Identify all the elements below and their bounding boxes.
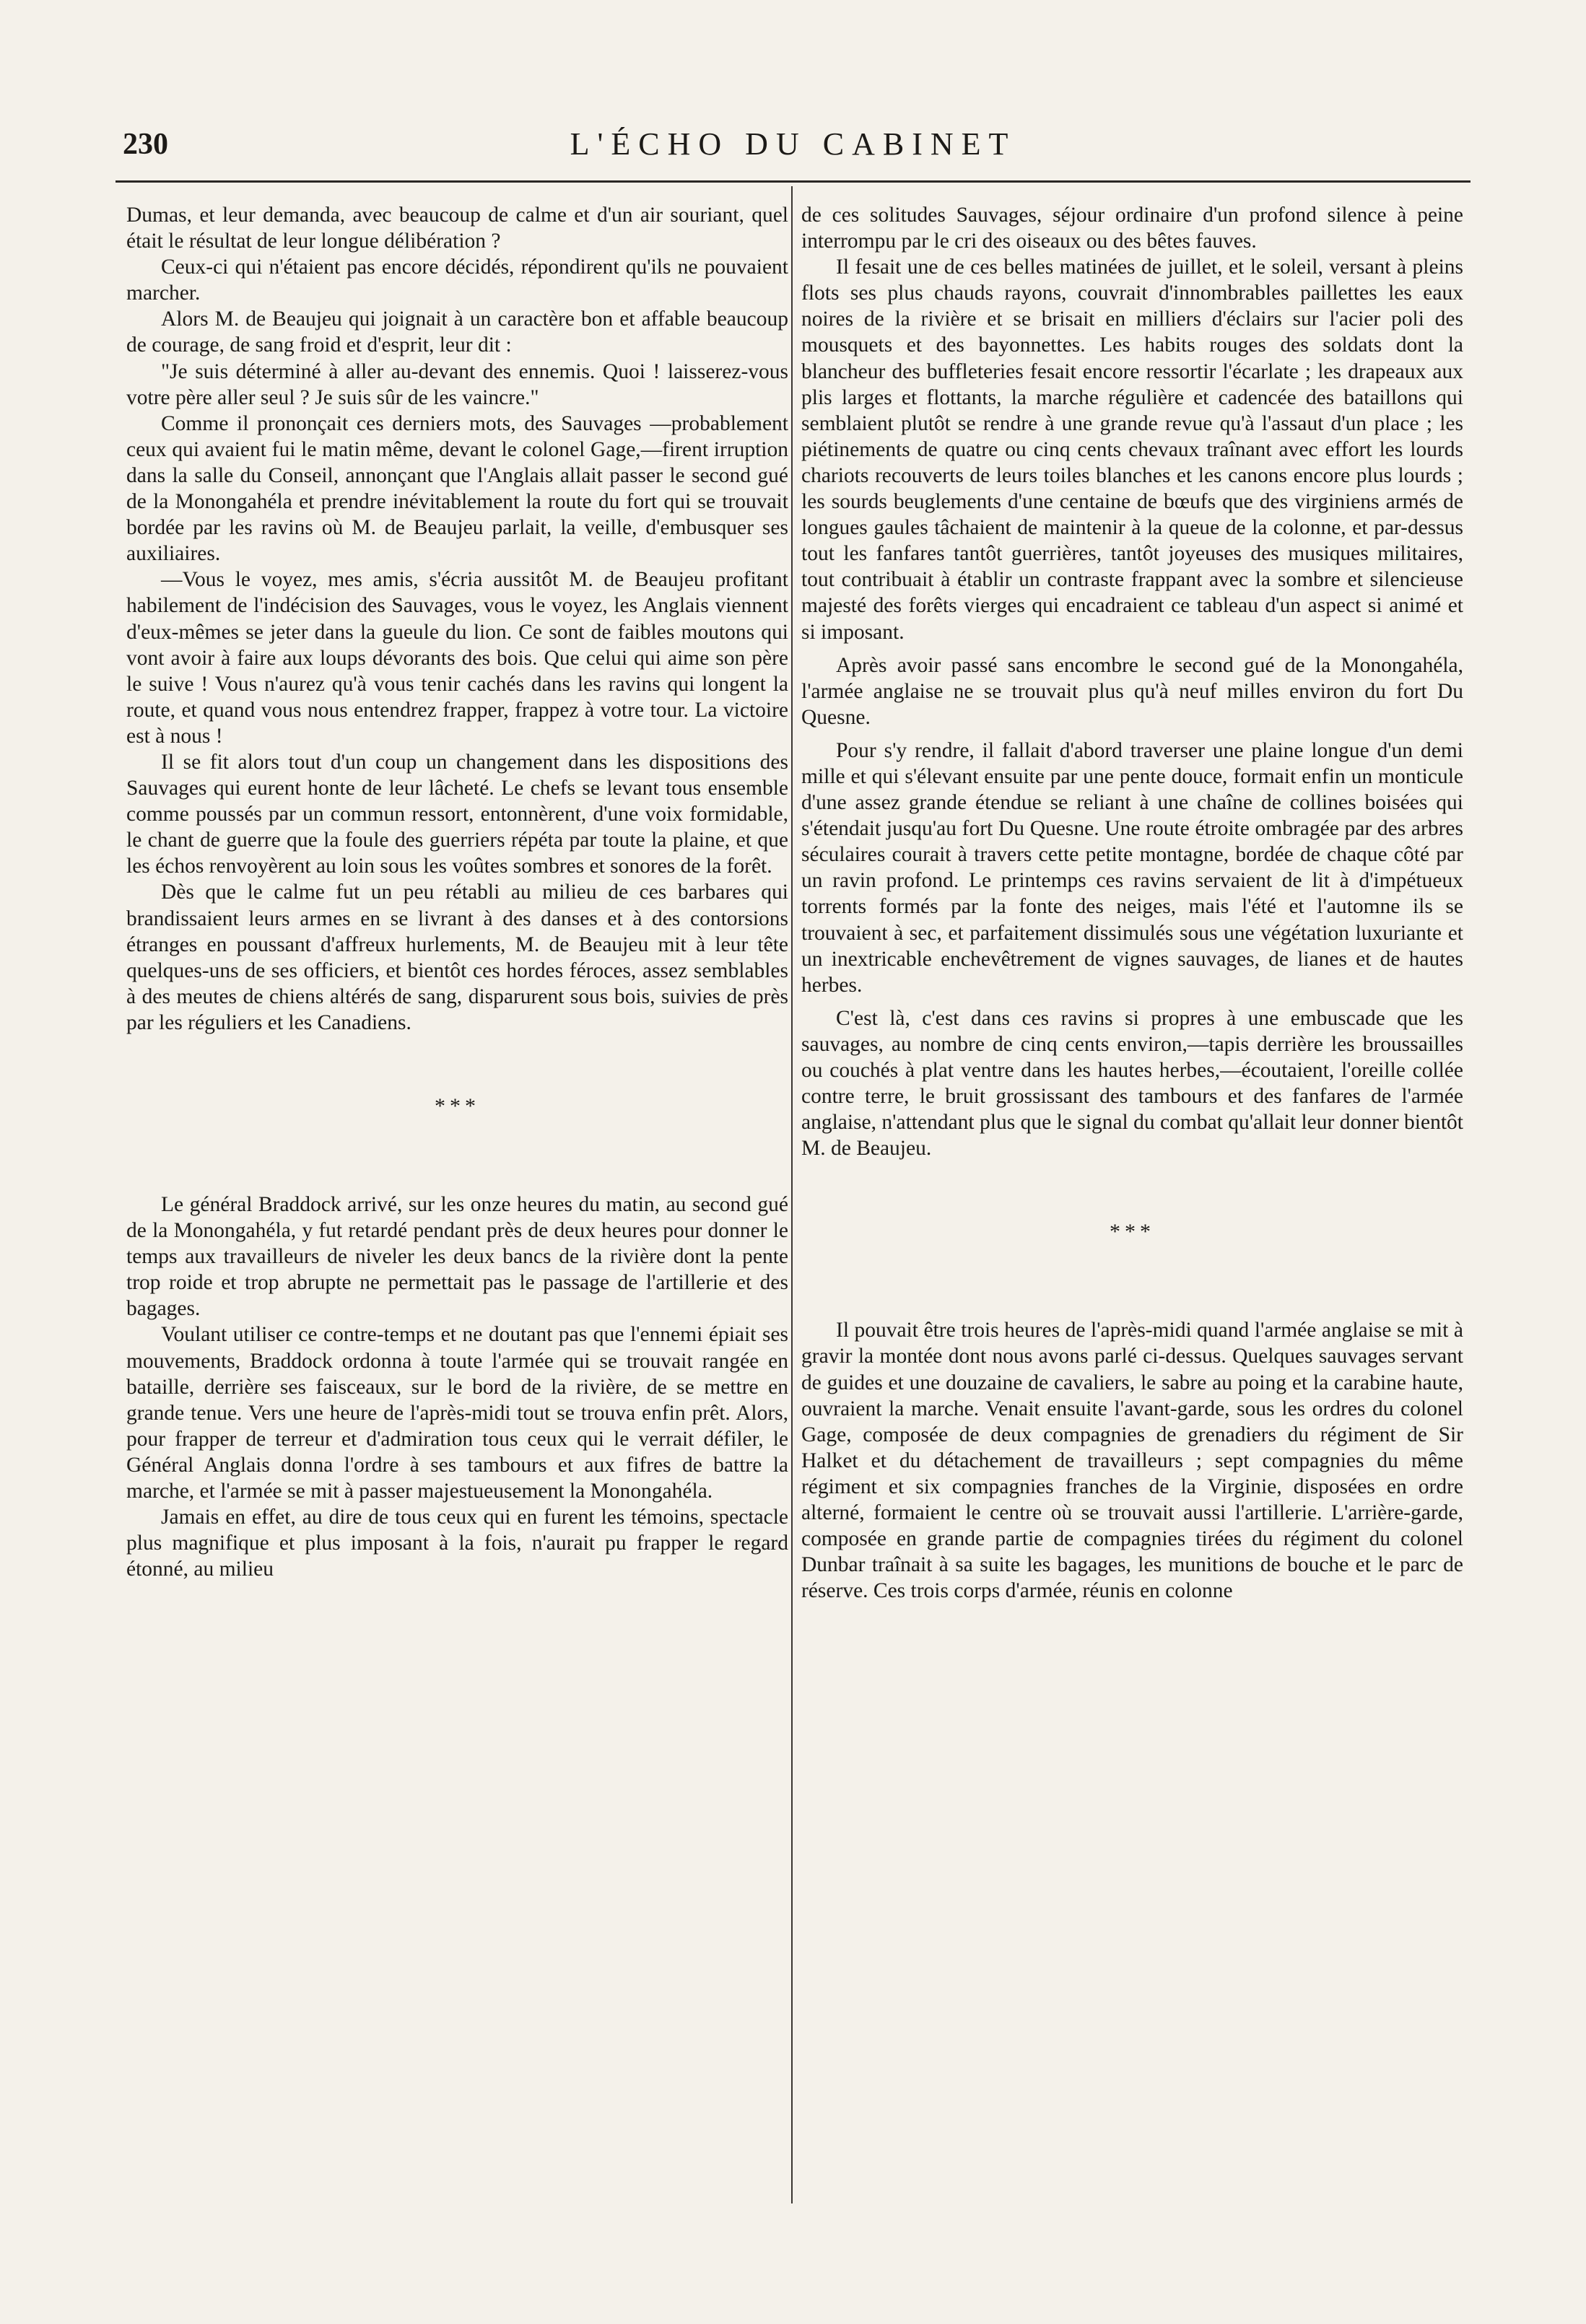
column-divider: [791, 186, 793, 2203]
paragraph: de ces solitudes Sauvages, séjour ordinaire d'un profond silence à peine interrompu par le cri des oiseaux ou des bêtes fauves.: [801, 204, 1463, 253]
paragraph: Il pouvait être trois heures de l'après-midi quand l'armée anglaise se mit à gravir la montée dont nous avons parlé ci-dessus. Quelques sauvages servant de guides et une douzaine de cavaliers, le sabre au poing et la carabine haute, ouvraient la marche. Venait ensuite l'avant-garde, sous les ordres du colonel Gage, composée de deux compagnies de grenadiers du régiment de Sir Halket et du détachement de travailleurs ; sept compagnies du même régiment et six compagnies franches de la Virginie, disposées en ordre alterné, formaient le centre où se trouvait aussi l'artillerie. L'arrière-garde, composée en grande partie de compagnies tirées du régiment du colonel Dunbar traînait à sa suite les bagages, les munitions de bouche et le parc de réserve. Ces trois corps d'armée, réunis en colonne: [801, 1319, 1463, 1603]
left-column: [126, 202, 788, 2201]
paragraph: "Je suis déterminé à aller au-devant des ennemis. Quoi ! laisserez-vous votre père aller seul ? Je suis sûr de les vaincre.": [126, 359, 788, 409]
paragraph: Il se fit alors tout d'un coup un changement dans les dispositions des Sauvages qui eurent honte de leur lâcheté. Le chefs se levant tous ensemble comme poussés par un commun ressort, entonnèrent, d'une voix formidable, le chant de guerre que la foule des guerriers répéta par toute la plaine, et que les échos renvoyèrent au loin sous les voûtes sombres et sonores de la forêt.: [126, 750, 788, 878]
running-title: L'ÉCHO DU CABINET: [570, 126, 1016, 162]
paragraph: Après avoir passé sans encombre le second gué de la Monongahéla, l'armée anglaise ne se trouvait plus qu'à neuf milles environ du fort Du Quesne.: [801, 653, 1463, 729]
paragraph: Voulant utiliser ce contre-temps et ne doutant pas que l'ennemi épiait ses mouvements, Braddock ordonna à toute l'armée qui se trouvait rangée en bataille, derrière ses faisceaux, sur le bord de la rivière, de se mettre en grande tenue. Vers une heure de l'après-midi tout se trouva enfin prêt. Alors, pour frapper de terreur et d'admiration tous ceux qui le verrait défiler, le Général Anglais donna l'ordre à ses tambours et aux fifres de battre la marche, et l'armée se mit à passer majestueusement la Monongahéla.: [126, 1323, 788, 1503]
paragraph: Comme il prononçait ces derniers mots, des Sauvages —probablement ceux qui avaient fui le matin même, devant le colonel Gage,—firent irruption dans la salle du Conseil, annonçant que l'Anglais allait passer le second gué de la Monongahéla et prendre inévitablement la route du fort qui se trouvait bordée par les ravins où M. de Beaujeu parlait, la veille, d'embusquer ses auxiliaires.: [126, 411, 788, 566]
paragraph: Jamais en effet, au dire de tous ceux qui en furent les témoins, spectacle plus magnifique et plus imposant à la fois, n'aurait pu frapper le regard étonné, au milieu: [126, 1506, 788, 1581]
paragraph: Dumas, et leur demanda, avec beaucoup de calme et d'un air souriant, quel était le résultat de leur longue délibération ?: [126, 204, 788, 253]
header-rule: [116, 180, 1470, 183]
page-header: [116, 121, 1470, 167]
paragraph: C'est là, c'est dans ces ravins si propres à une embuscade que les sauvages, au nombre de cinq cents environ,—tapis derrière les broussailles ou couchés à plat ventre dans les hautes herbes,—écoutaient, l'oreille collée contre terre, le bruit grossissant des tambours et des fanfares de l'armée anglaise, n'attendant plus que le signal du combat qu'allait leur donner bientôt M. de Beaujeu.: [801, 1006, 1463, 1161]
paragraph: Alors M. de Beaujeu qui joignait à un caractère bon et affable beaucoup de courage, de sang froid et d'esprit, leur dit :: [126, 307, 788, 357]
paragraph: —Vous le voyez, mes amis, s'écria aussitôt M. de Beaujeu profitant habilement de l'indécision des Sauvages, vous le voyez, les Anglais viennent d'eux-mêmes se jeter dans la gueule du lion. Ce sont de faibles moutons qui vont avoir à faire aux loups dévorants des bois. Que celui qui aime son père le suive ! Vous n'aurez qu'à vous tenir cachés dans les ravins qui longent la route, et quand vous nous entendrez frapper, frappez à votre tour. La victoire est à nous !: [126, 568, 788, 748]
paragraph: Ceux-ci qui n'étaient pas encore décidés, répondirent qu'ils ne pouvaient marcher.: [126, 255, 788, 305]
right-column: [801, 202, 1463, 2201]
paragraph: Le général Braddock arrivé, sur les onze heures du matin, au second gué de la Monongahéla, y fut retardé pendant près de deux heures pour donner le temps aux travailleurs de niveler les deux bancs de la rivière dont la pente trop roide et trop abrupte ne permettait pas le passage de l'artillerie et des bagages.: [126, 1193, 788, 1321]
paragraph: Il fesait une de ces belles matinées de juillet, et le soleil, versant à pleins flots ses plus chauds rayons, couvrait d'innombrables paillettes les eaux noires de la rivière et se brisait en milliers d'éclairs sur l'acier poli des mousquets et des bayonnettes. Les habits rouges des soldats dont la blancheur des buffleteries fesait encore ressortir l'écarlate ; les drapeaux aux plis larges et flottants, la marche régulière et cadencée des bataillons qui semblaient plutôt se rendre à une grande revue qu'à l'assaut d'un place ; les piétinements de quatre ou cinq cents chevaux traînant avec effort les lourds chariots recouverts de leurs toiles blanches et les canons encore plus lourds ; les sourds beuglements d'une centaine de bœufs que des virginiens armés de longues gaules tâchaient de maintenir à la queue de la colonne, et par-dessus tout les fanfares tantôt guerrières, tantôt joyeuses des musiques militaires, tout contribuait à établir un contraste frappant avec la sombre et silencieuse majesté des forêts vierges qui encadraient ce tableau d'un aspect si animé et si imposant.: [801, 255, 1463, 644]
section-separator: ***: [1110, 1220, 1155, 1244]
paragraph: Pour s'y rendre, il fallait d'abord traverser une plaine longue d'un demi mille et qui s'élevant ensuite par une pente douce, formait enfin un monticule d'une assez grande étendue se reliant à une chaîne de collines boisées qui s'étendait jusqu'au fort Du Quesne. Une route étroite ombragée par des arbres séculaires courait à travers cette petite montagne, bordée de chaque côté par un ravin profond. Le printemps ces ravins servaient de lit à d'impétueux torrents formés par la fonte des neiges, mais l'été et l'automne ils se trouvaient à sec, et parfaitement dissimulés sous une végétation luxuriante et un inextricable enchevêtrement de vignes sauvages, de lianes et de hautes herbes.: [801, 738, 1463, 997]
section-separator: ***: [435, 1094, 480, 1118]
paragraph: Dès que le calme fut un peu rétabli au milieu de ces barbares qui brandissaient leurs armes en se livrant à des danses et à des contorsions étranges en poussant d'affreux hurlements, M. de Beaujeu mit à leur tête quelques-uns de ses officiers, et bientôt ces hordes féroces, assez semblables à des meutes de chiens altérés de sang, disparurent sous bois, suivies de près par les réguliers et les Canadiens.: [126, 881, 788, 1034]
page-number: 230: [123, 128, 168, 161]
